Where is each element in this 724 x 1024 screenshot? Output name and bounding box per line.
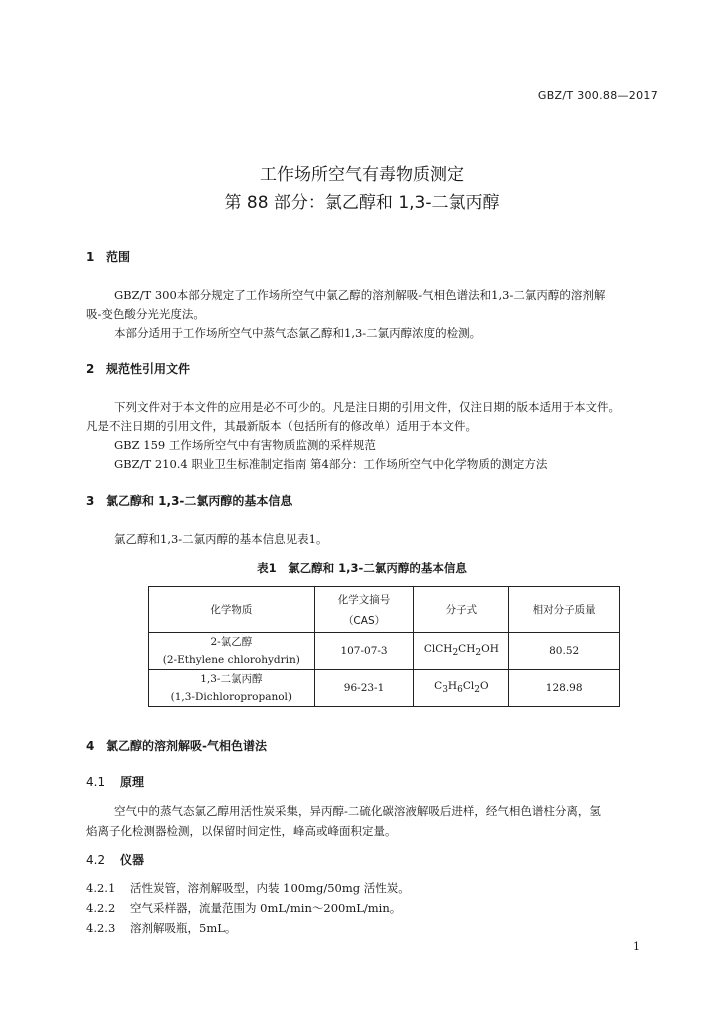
formula-part: ClCH xyxy=(423,642,453,655)
cell-mass: 80.52 xyxy=(509,633,620,670)
header-cas-line-2: （CAS） xyxy=(342,614,386,627)
section-number: 4 xyxy=(86,739,95,753)
cell-formula xyxy=(414,633,509,670)
cell-cas: 96-23-1 xyxy=(314,670,414,707)
formula-subscript: 2 xyxy=(452,648,459,659)
document-subtitle: 第 88 部分：氯乙醇和 1,3-二氯丙醇 xyxy=(224,193,500,213)
section-2-heading xyxy=(86,360,190,377)
section-title: 规范性引用文件 xyxy=(106,362,191,376)
substance-name-en: (1,3-Dichloropropanol) xyxy=(170,691,293,703)
standard-code: GBZ/T 300.88—2017 xyxy=(537,89,658,102)
subsection-4-2-heading xyxy=(86,851,144,868)
subsection-title: 仪器 xyxy=(120,853,145,867)
formula-subscript: 2 xyxy=(474,685,480,696)
section-4-heading xyxy=(86,737,267,754)
item-number: 4.2.1 xyxy=(86,881,116,895)
section-title: 范围 xyxy=(106,250,131,264)
section-title: 氯乙醇的溶剂解吸-气相色谱法 xyxy=(106,739,267,753)
formula-part: Cl xyxy=(462,679,475,692)
formula-subscript: 2 xyxy=(475,648,482,659)
item-text: 活性炭管，溶剂解吸型，内装 100mg/50mg 活性炭。 xyxy=(130,881,410,895)
section-number: 3 xyxy=(86,494,95,508)
cell-cas: 107-07-3 xyxy=(314,633,414,670)
table-row xyxy=(149,670,620,707)
subsection-number: 4.1 xyxy=(86,775,106,789)
document-title: 工作场所空气有毒物质测定 xyxy=(260,165,464,185)
section-1-para-1-line-2: 吸-变色酸分光光度法。 xyxy=(86,307,205,321)
formula-subscript: 3 xyxy=(442,685,448,696)
section-2-para-line-2: 凡是不注日期的引用文件，其最新版本（包括所有的修改单）适用于本文件。 xyxy=(86,419,477,433)
header-cas-line-1: 化学文摘号 xyxy=(337,593,391,606)
subsection-4-1-line-1: 空气中的蒸气态氯乙醇用活性炭采集，异丙醇-二硫化碳溶液解吸后进样，经气相色谱柱分离，氢 xyxy=(114,804,601,818)
subsection-4-1-heading xyxy=(86,773,144,790)
item-number: 4.2.2 xyxy=(86,901,116,915)
substance-name-cn: 1,3-二氯丙醇 xyxy=(200,673,263,685)
instrument-item xyxy=(86,878,410,898)
formula-part: C xyxy=(434,679,443,692)
cell-substance xyxy=(149,670,315,707)
cell-mass: 128.98 xyxy=(509,670,620,707)
basic-info-table xyxy=(148,586,620,707)
section-2-para-line-1: 下列文件对于本文件的应用是必不可少的。凡是注日期的引用文件，仅注日期的版本适用于本文件。 xyxy=(114,400,620,414)
subsection-title: 原理 xyxy=(120,775,145,789)
table-header-row xyxy=(149,587,620,633)
cell-formula xyxy=(414,670,509,707)
substance-name-cn: 2-氯乙醇 xyxy=(210,636,253,648)
table-row xyxy=(149,633,620,670)
instrument-item xyxy=(86,898,401,918)
item-text: 溶剂解吸瓶，5mL。 xyxy=(130,921,237,935)
formula-subscript: 6 xyxy=(457,685,463,696)
formula-part: H xyxy=(447,679,458,692)
section-1-para-2: 本部分适用于工作场所空气中蒸气态氯乙醇和1,3-二氯丙醇浓度的检测。 xyxy=(114,326,482,340)
header-substance: 化学物质 xyxy=(149,587,315,633)
item-text: 空气采样器，流量范围为 0mL/min～200mL/min。 xyxy=(130,901,402,915)
reference-item: GBZ/T 210.4 职业卫生标准制定指南 第4部分：工作场所空气中化学物质的测定方法 xyxy=(114,457,548,471)
header-mass: 相对分子质量 xyxy=(509,587,620,633)
reference-item: GBZ 159 工作场所空气中有害物质监测的采样规范 xyxy=(114,438,376,452)
header-formula: 分子式 xyxy=(414,587,509,633)
table-caption: 表1 氯乙醇和 1,3-二氯丙醇的基本信息 xyxy=(257,561,467,575)
section-number: 2 xyxy=(86,362,95,376)
section-3-heading xyxy=(86,492,292,509)
header-cas xyxy=(314,587,414,633)
formula-part: OH xyxy=(481,642,499,655)
section-1-heading xyxy=(86,248,130,265)
item-number: 4.2.3 xyxy=(86,921,116,935)
substance-name-en: (2-Ethylene chlorohydrin) xyxy=(162,654,300,666)
section-title: 氯乙醇和 1,3-二氯丙醇的基本信息 xyxy=(106,494,293,508)
instrument-item xyxy=(86,918,236,938)
page-number: 1 xyxy=(633,940,640,953)
section-1-para-1-line-1: GBZ/T 300本部分规定了工作场所空气中氯乙醇的溶剂解吸-气相色谱法和1,3-二氯丙醇的溶剂解 xyxy=(114,288,606,302)
cell-substance xyxy=(149,633,315,670)
subsection-4-1-line-2: 焰离子化检测器检测，以保留时间定性，峰高或峰面积定量。 xyxy=(86,824,397,838)
section-3-para: 氯乙醇和1,3-二氯丙醇的基本信息见表1。 xyxy=(114,532,328,546)
formula-part: CH xyxy=(458,642,476,655)
section-number: 1 xyxy=(86,250,95,264)
formula-part: O xyxy=(479,679,489,692)
subsection-number: 4.2 xyxy=(86,853,106,867)
